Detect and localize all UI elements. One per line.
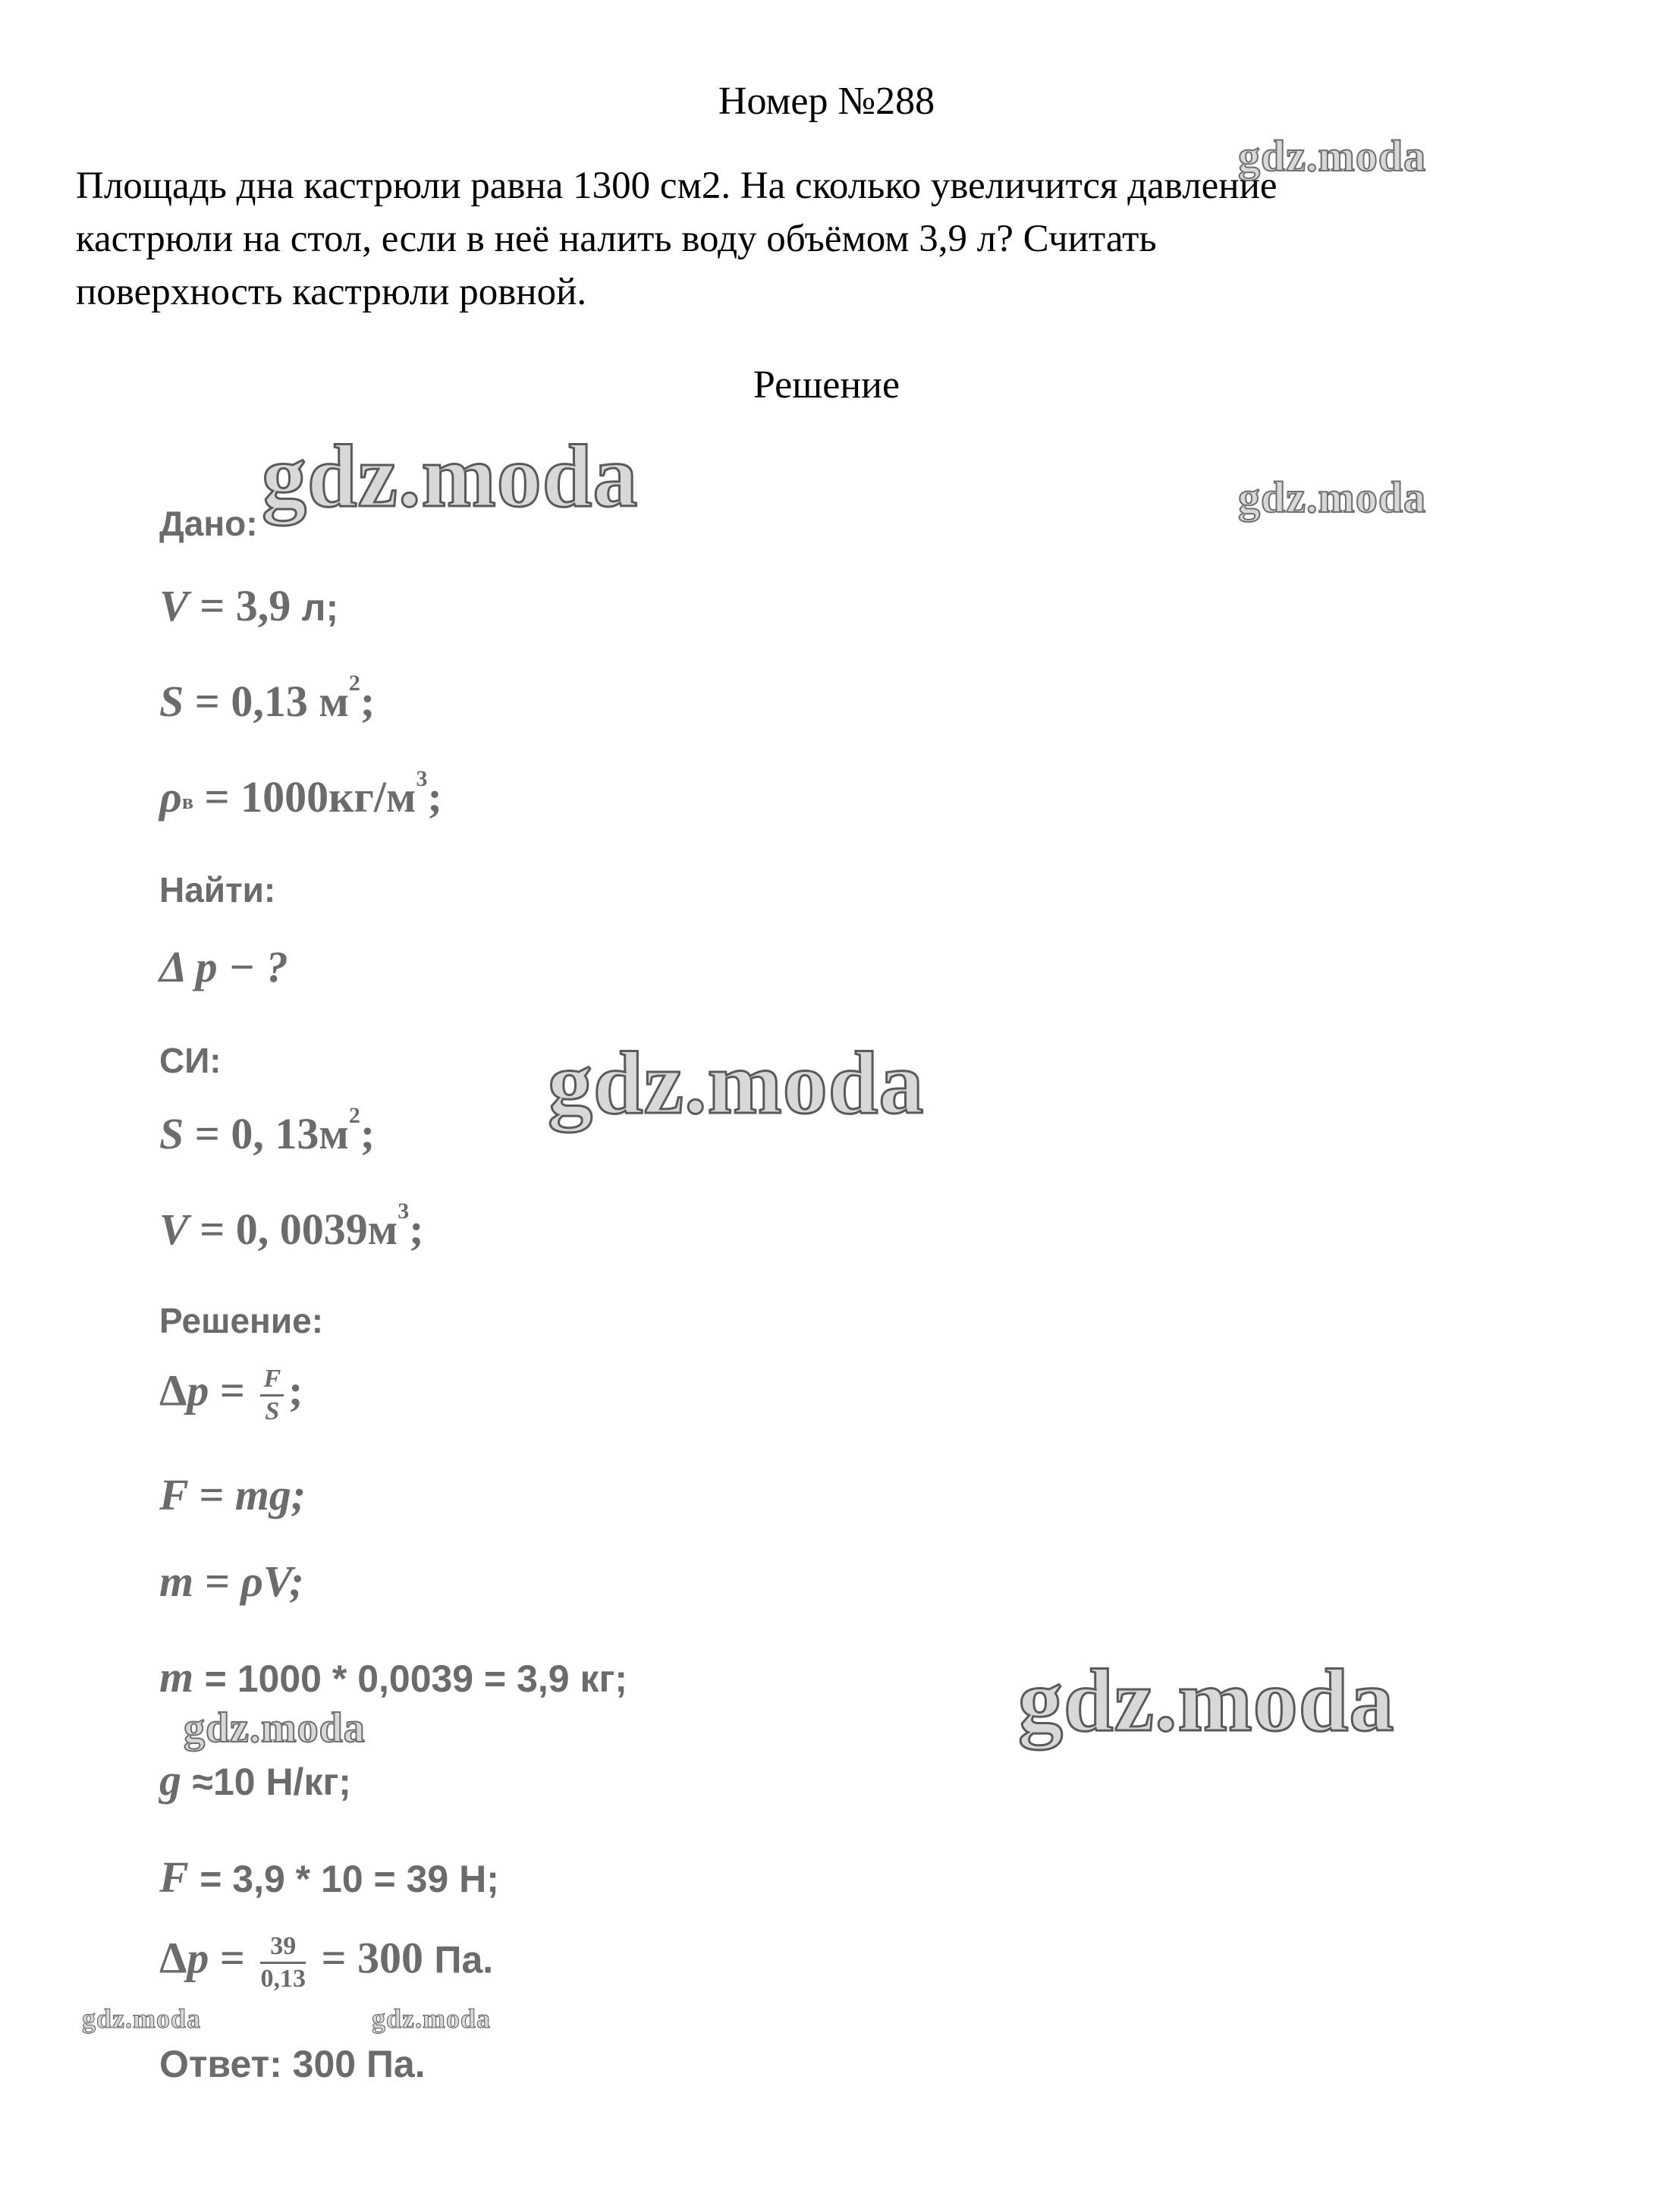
watermark: gdz.moda (548, 1033, 925, 1133)
solution-heading: Решение (753, 363, 900, 407)
solution-label: Решение: (159, 1301, 324, 1340)
calc-pressure: Δp = $\frac{39}{0,13}$ = 300 Па. (159, 1932, 494, 1993)
si-area: S = 0, $13м^2$; (159, 1103, 376, 1158)
formula-force: F = mg; (159, 1470, 306, 1519)
given-volume: V = 3,9 л; (159, 581, 339, 630)
problem-statement (76, 159, 1578, 319)
given-label: Дано: (159, 504, 258, 543)
si-label: СИ: (159, 1041, 222, 1080)
problem-line: поверхность кастрюли ровной. (76, 271, 587, 313)
watermark: gdz.moda (372, 2003, 492, 2034)
watermark: gdz.moda (1238, 131, 1427, 181)
formula-mass: m = ρV; (159, 1557, 304, 1606)
given-density: $\rho_в = 1000кг/м^3$; (159, 766, 442, 822)
fraction: $\frac{39}{0,13}$ (260, 1932, 306, 1993)
fraction: $\frac{F}{S}$ (260, 1365, 284, 1425)
formula-pressure: Δp = $\frac{F}{S}$ ; (159, 1365, 303, 1425)
si-volume: V = 0, $0039м^3$; (159, 1199, 424, 1254)
page-title: Номер №288 (718, 80, 935, 123)
given-area: S = 0,13 $м^2$; (159, 671, 376, 726)
watermark: gdz.moda (1238, 473, 1427, 522)
watermark: gdz.moda (82, 2003, 202, 2034)
calc-mass: m = 1000 * 0,0039 = 3,9 кг; (159, 1652, 627, 1701)
watermark: gdz.moda (184, 1705, 366, 1752)
calc-force: F = 3,9 * 10 = 39 Н; (159, 1852, 499, 1902)
find-expression: Δ p − ? (159, 942, 288, 991)
answer: Ответ: 300 Па. (159, 2043, 426, 2085)
watermark: gdz.moda (262, 426, 639, 526)
problem-line: Площадь дна кастрюли равна 1300 см2. На сколько увеличится давление (76, 165, 1277, 207)
find-label: Найти: (159, 870, 276, 910)
watermark: gdz.moda (1018, 1651, 1395, 1750)
problem-line: кастрюли на стол, если в неё налить воду объёмом 3,9 л? Считать (76, 218, 1157, 260)
gravity-value: g ≈10 Н/кг; (159, 1755, 351, 1805)
